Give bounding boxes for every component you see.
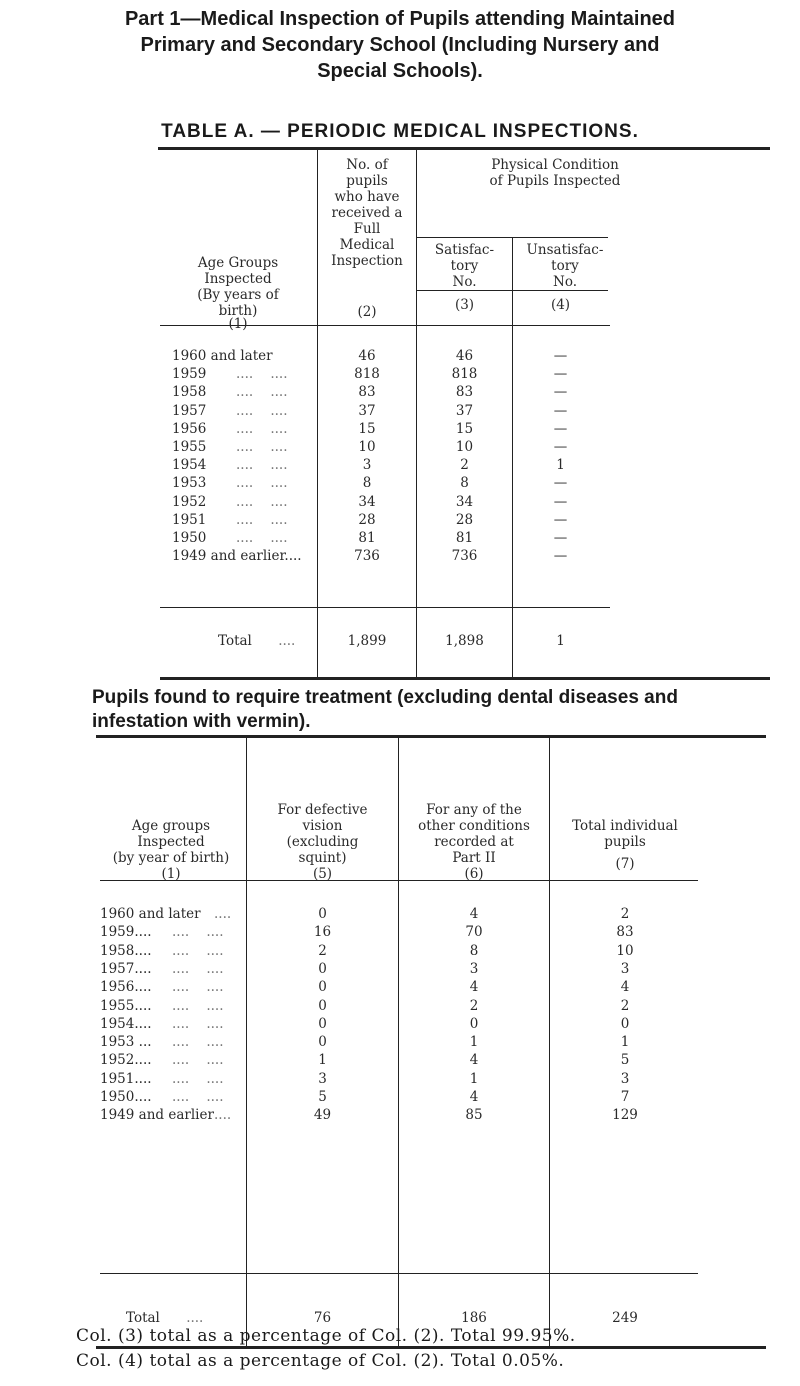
table-a-row-age: 1955 xyxy=(172,439,207,455)
table-a-row-age: 1956 xyxy=(172,420,207,437)
table-a-row-c2: 34 xyxy=(358,493,376,510)
table-a-row-c4: — xyxy=(553,384,568,401)
table-b-row-c6: 4 xyxy=(469,1052,479,1069)
header-col1-num: (1) xyxy=(228,316,248,332)
table-a-row-c4: — xyxy=(553,548,568,565)
table-a-row-c2: 8 xyxy=(362,475,372,492)
table-b-total-rule xyxy=(100,1273,698,1274)
heading-line-2: Primary and Secondary School (Including Nursery and xyxy=(140,34,660,56)
table-a-row-age: 1958 xyxy=(172,384,207,401)
header-col4-num: (4) xyxy=(550,297,571,313)
table-b-row-c5: 3 xyxy=(318,1070,327,1087)
table-b-row-c7: 83 xyxy=(616,924,634,941)
table-a-row-c2: 83 xyxy=(358,384,376,401)
table-b-row-dots: .... .... xyxy=(172,1089,224,1105)
table-a-row-age: 1949 and earlier.... xyxy=(172,548,302,565)
table-a-row-c3: 736 xyxy=(451,548,478,565)
table-a-row-c3: 15 xyxy=(455,420,474,437)
table-b-row-c6: 3 xyxy=(469,960,479,977)
table-a-row-age: 1953 xyxy=(172,475,207,492)
table-a-row-c2: 28 xyxy=(358,511,376,528)
table-a-row-c4: — xyxy=(553,402,568,419)
table-a-row-age: 1957 xyxy=(172,402,207,419)
table-b-row-c7: 1 xyxy=(620,1034,630,1051)
footer-line-2: Col. (4) total as a percentage of Col. (2). Total 0.05%. xyxy=(76,1351,565,1371)
table-a-row-age: 1960 and later xyxy=(172,348,273,364)
table-a-row-c3: 2 xyxy=(460,457,469,474)
table-b-row-c6: 8 xyxy=(469,942,479,959)
table-a-row-c3: 83 xyxy=(455,384,474,401)
table-a-row-c3: 8 xyxy=(460,475,469,492)
table-a-row-age: 1951 xyxy=(172,511,207,528)
table-a-row-dots: .... .... xyxy=(236,402,288,419)
table-a-row-c3: 34 xyxy=(455,493,474,510)
table-b-total-c5: 76 xyxy=(313,1310,332,1326)
table-b-row-dots: .... .... xyxy=(172,924,224,941)
table-a-row-c4: — xyxy=(553,475,568,492)
table-b-row-c5: 0 xyxy=(318,960,327,977)
table-b-row-c6: 0 xyxy=(469,1015,479,1032)
table-b-row-c7: 7 xyxy=(620,1089,630,1105)
header-col3-num: (3) xyxy=(454,297,475,313)
table-b-row-age: 1949 and earlier xyxy=(100,1107,214,1124)
section-2-line-2: infestation with vermin). xyxy=(92,711,311,732)
footer-line-1: Col. (3) total as a percentage of Col. (2). Total 99.95%. xyxy=(76,1326,576,1346)
header-physical-condition: Physical Condition of Pupils Inspected xyxy=(489,157,621,189)
table-b-row-c7: 10 xyxy=(616,942,634,959)
table-b-row-c6: 4 xyxy=(469,1089,479,1105)
table-a-row-c3: 81 xyxy=(455,530,474,546)
table-b-row-age: 1957.... xyxy=(100,960,152,977)
table-b-row-age: 1953 ... xyxy=(100,1034,152,1051)
table-b-row-c6: 85 xyxy=(465,1107,483,1124)
table-a-row-age: 1952 xyxy=(172,493,207,510)
header-b-total-individual: Total individual pupils (7) xyxy=(572,818,678,872)
table-a-row-c2: 10 xyxy=(358,439,376,455)
table-a-total-c3: 1,898 xyxy=(445,633,484,649)
table-b-row-dots: .... .... xyxy=(172,979,224,996)
header-b-other-conditions: For any of the other conditions recorded at Part II (6) xyxy=(418,802,530,882)
table-b-row-dots: .... xyxy=(214,906,232,922)
table-a-row-age: 1950 xyxy=(172,530,207,546)
table-a-row-dots: .... .... xyxy=(236,493,288,510)
table-b-row-dots: .... .... xyxy=(172,1015,224,1032)
table-a-row-c4: — xyxy=(553,348,568,364)
table-b-row-c5: 2 xyxy=(318,942,327,959)
table-a-row-dots: .... .... xyxy=(236,366,288,383)
section-2-line-1: Pupils found to require treatment (excluding dental diseases and xyxy=(92,687,678,708)
table-a-row-c2: 818 xyxy=(354,366,380,383)
header-col2-num: (2) xyxy=(357,304,377,320)
table-b-row-c6: 4 xyxy=(469,906,479,922)
table-b-row-dots: .... .... xyxy=(172,1034,224,1051)
table-b-row-c7: 129 xyxy=(612,1107,638,1124)
table-a-row-dots: .... .... xyxy=(236,457,288,474)
table-b-row-c5: 0 xyxy=(318,997,327,1014)
table-a-row-dots: .... .... xyxy=(236,420,288,437)
table-b-row-c7: 0 xyxy=(620,1015,630,1032)
table-a-row-c4: — xyxy=(553,493,568,510)
table-a-total-c2: 1,899 xyxy=(347,633,387,649)
table-b-row-c6: 2 xyxy=(469,997,479,1014)
header-full-medical: No. of pupils who have received a Full Medical Inspection xyxy=(331,157,403,269)
table-b-row-c5: 16 xyxy=(313,924,332,941)
table-a-row-dots: .... .... xyxy=(236,511,288,528)
table-a-total-c4: 1 xyxy=(556,633,565,649)
table-b-row-c5: 5 xyxy=(318,1089,327,1105)
header-b-age-groups: Age groups Inspected (by year of birth) (1) xyxy=(112,818,230,882)
table-a-row-c4: — xyxy=(553,420,568,437)
table-a-row-c2: 3 xyxy=(362,457,372,474)
heading-line-3: Special Schools). xyxy=(317,60,483,82)
header-unsatisfactory: Unsatisfac- tory No. xyxy=(526,242,604,290)
table-a-row-dots: .... .... xyxy=(236,384,288,401)
table-a-row-c4: — xyxy=(553,530,568,546)
heading-line-1: Part 1—Medical Inspection of Pupils attending Maintained xyxy=(124,8,676,30)
table-b-row-age: 1959.... xyxy=(100,924,152,941)
table-a-row-c3: 10 xyxy=(455,439,474,455)
table-b-row-c5: 49 xyxy=(313,1107,332,1124)
table-a-row-dots: .... .... xyxy=(236,439,288,455)
table-b-total-label: Total .... xyxy=(126,1310,204,1326)
table-a-row-c3: 28 xyxy=(455,511,474,528)
table-a-title: TABLE A. — PERIODIC MEDICAL INSPECTIONS. xyxy=(161,121,639,142)
table-a-row-c3: 818 xyxy=(451,366,478,383)
table-b-row-c5: 0 xyxy=(318,1015,327,1032)
table-b-row-c7: 2 xyxy=(620,906,630,922)
table-b-row-age: 1955.... xyxy=(100,997,152,1014)
table-a-row-c3: 46 xyxy=(455,348,474,364)
table-b-row-c6: 4 xyxy=(469,979,479,996)
table-a-row-c3: 37 xyxy=(455,402,474,419)
table-a-row-c4: 1 xyxy=(556,457,565,474)
table-a-row-c2: 37 xyxy=(358,402,376,419)
table-b-row-dots: .... .... xyxy=(172,960,224,977)
table-b-bottom-rule xyxy=(96,1346,766,1349)
table-b-row-c6: 1 xyxy=(469,1034,479,1051)
table-b-row-age: 1954.... xyxy=(100,1015,152,1032)
table-a-row-age: 1954 xyxy=(172,457,207,474)
table-b-total-c6: 186 xyxy=(461,1310,487,1326)
table-a-row-dots: .... .... xyxy=(236,530,288,546)
header-age-groups: Age Groups Inspected (By years of birth) xyxy=(197,255,279,319)
table-a-row-c2: 15 xyxy=(358,420,376,437)
table-a-row-dots: .... .... xyxy=(236,475,288,492)
header-b-defective-vision: For defective vision (excluding squint) (5) xyxy=(277,802,368,882)
table-b-row-c5: 0 xyxy=(318,1034,327,1051)
table-a-row-c2: 736 xyxy=(354,548,380,565)
header-satisfactory: Satisfac- tory No. xyxy=(434,242,495,290)
table-b-row-dots: .... .... xyxy=(172,997,224,1014)
table-a-row-c2: 46 xyxy=(358,348,376,364)
table-b-row-c5: 0 xyxy=(318,906,327,922)
table-b-row-c7: 4 xyxy=(620,979,630,996)
table-a-row-c4: — xyxy=(553,366,568,383)
table-b-top-rule xyxy=(96,735,766,738)
table-b-row-c5: 1 xyxy=(318,1052,327,1069)
table-b-row-dots: .... .... xyxy=(172,1070,224,1087)
table-a-row-c4: — xyxy=(553,511,568,528)
table-b-row-age: 1956.... xyxy=(100,979,152,996)
table-b-row-c5: 0 xyxy=(318,979,327,996)
table-a-row-age: 1959 xyxy=(172,366,207,383)
table-b-row-age: 1950.... xyxy=(100,1089,152,1105)
table-b-row-c6: 1 xyxy=(469,1070,479,1087)
table-b-row-age: 1960 and later xyxy=(100,906,201,922)
table-b-row-c7: 5 xyxy=(620,1052,630,1069)
table-b-row-age: 1958.... xyxy=(100,942,152,959)
table-a-row-c4: — xyxy=(553,439,568,455)
table-b-row-c7: 3 xyxy=(620,1070,630,1087)
table-b-row-age: 1951.... xyxy=(100,1070,152,1087)
table-b-row-dots: .... xyxy=(214,1107,232,1124)
table-b-row-dots: .... .... xyxy=(172,942,224,959)
table-a-total-label: Total .... xyxy=(218,633,296,649)
table-b-total-c7: 249 xyxy=(612,1310,638,1326)
table-a-row-c2: 81 xyxy=(358,530,376,546)
table-b-row-c7: 3 xyxy=(620,960,630,977)
table-b-row-c6: 70 xyxy=(465,924,483,941)
table-b-row-age: 1952.... xyxy=(100,1052,152,1069)
table-b-row-dots: .... .... xyxy=(172,1052,224,1069)
table-b-row-c7: 2 xyxy=(620,997,630,1014)
